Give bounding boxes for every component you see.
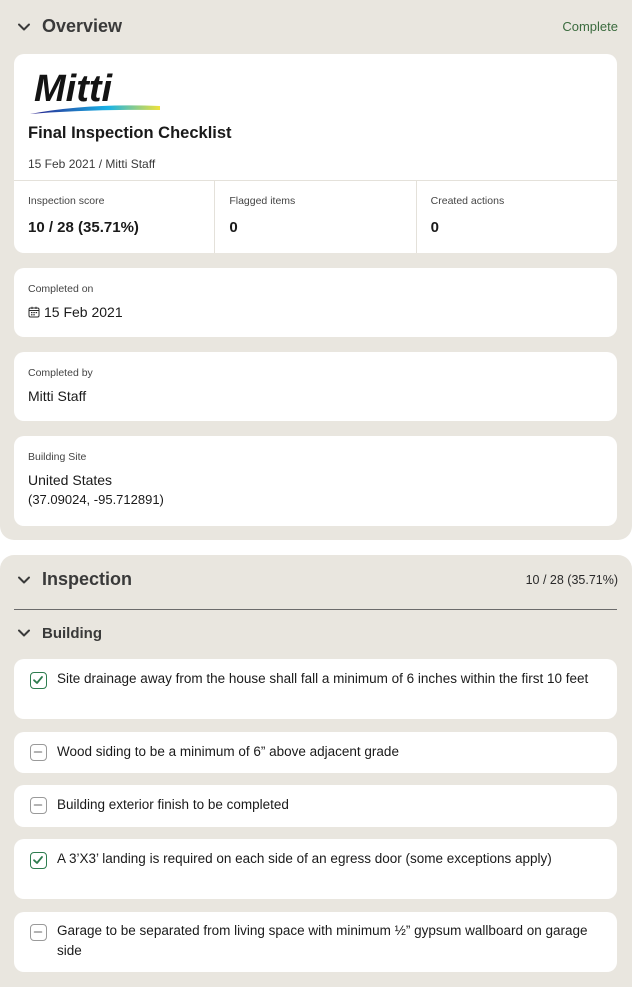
stats-row bbox=[14, 180, 617, 253]
unanswered-checkbox[interactable] bbox=[30, 744, 47, 761]
checklist-item-text: Wood siding to be a minimum of 6” above adjacent grade bbox=[57, 744, 399, 759]
chevron-down-icon[interactable] bbox=[14, 570, 34, 590]
unanswered-checkbox[interactable] bbox=[30, 924, 47, 941]
chevron-down-icon[interactable] bbox=[14, 17, 34, 37]
stat-value: 0 bbox=[229, 219, 238, 236]
completed-by-card bbox=[14, 352, 617, 421]
completed-on-label: Completed on bbox=[28, 283, 94, 295]
inspection-title: Inspection bbox=[42, 569, 133, 589]
stat-created-actions bbox=[417, 181, 617, 253]
building-site-coordinates: (37.09024, -95.712891) bbox=[28, 492, 164, 507]
building-subsection-title: Building bbox=[42, 624, 102, 642]
building-site-card bbox=[14, 436, 617, 526]
checklist-item bbox=[14, 659, 617, 719]
checklist-item-text: Site drainage away from the house shall fall a minimum of 6 inches within the first 10 feet bbox=[57, 671, 589, 686]
checklist-item-text: A 3’X3’ landing is required on each side of an egress door (some exceptions apply) bbox=[57, 851, 552, 866]
checklist-item bbox=[14, 912, 617, 972]
completed-by-value: Mitti Staff bbox=[28, 388, 87, 404]
checklist-item bbox=[14, 839, 617, 899]
stat-label: Flagged items bbox=[229, 195, 296, 207]
completed-by-label: Completed by bbox=[28, 367, 93, 379]
checklist-item bbox=[14, 732, 617, 773]
stat-value: 0 bbox=[430, 219, 439, 236]
calendar-icon bbox=[28, 304, 40, 316]
overview-header[interactable] bbox=[14, 16, 618, 37]
completed-on-value: 15 Feb 2021 bbox=[44, 304, 123, 320]
inspection-header[interactable] bbox=[14, 569, 618, 590]
mitti-logo bbox=[28, 66, 168, 116]
checklist-item-text: Garage to be separated from living space with minimum ½” gypsum wallboard on garage side bbox=[57, 923, 588, 958]
stat-value: 10 / 28 (35.71%) bbox=[28, 219, 139, 236]
completed-on-card bbox=[14, 268, 617, 337]
chevron-down-icon[interactable] bbox=[14, 623, 34, 643]
checked-checkbox[interactable] bbox=[30, 672, 47, 689]
building-subsection-header[interactable] bbox=[14, 623, 102, 643]
checked-checkbox[interactable] bbox=[30, 852, 47, 869]
building-site-label: Building Site bbox=[28, 451, 87, 463]
status-badge: Complete bbox=[562, 19, 618, 34]
checklist-title: Final Inspection Checklist bbox=[28, 124, 232, 142]
stat-label: Inspection score bbox=[28, 195, 105, 207]
stat-inspection-score bbox=[14, 181, 215, 253]
overview-title: Overview bbox=[42, 16, 123, 36]
section-divider bbox=[14, 609, 617, 610]
inspection-score: 10 / 28 (35.71%) bbox=[525, 572, 618, 587]
stat-label: Created actions bbox=[430, 195, 505, 207]
inspection-section bbox=[0, 555, 632, 987]
building-site-country: United States bbox=[28, 472, 113, 488]
checklist-item bbox=[14, 785, 617, 827]
checklist-summary-card bbox=[14, 54, 617, 253]
logo-text: Mitti bbox=[34, 68, 113, 110]
checklist-subtitle: 15 Feb 2021 / Mitti Staff bbox=[28, 157, 156, 171]
stat-flagged-items bbox=[215, 181, 416, 253]
unanswered-checkbox[interactable] bbox=[30, 797, 47, 814]
checklist-item-text: Building exterior finish to be completed bbox=[57, 797, 289, 812]
